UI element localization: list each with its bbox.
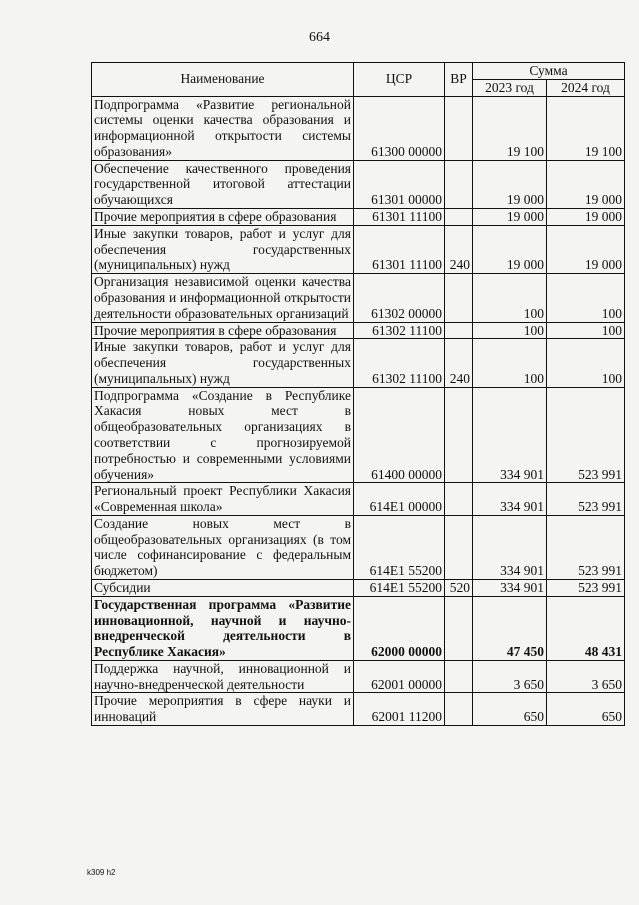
row-vr — [445, 160, 473, 208]
row-sum-2023: 334 901 — [473, 483, 547, 516]
table-row — [92, 660, 625, 693]
table-row — [92, 160, 625, 208]
row-sum-2024: 523 991 — [547, 580, 625, 597]
table-body — [92, 96, 625, 725]
row-sum-2024: 3 650 — [547, 660, 625, 693]
row-name: Организация независимой оценки качества образования и информационной открытости деятельности образовательных организаций — [92, 274, 354, 322]
row-sum-2023: 19 100 — [473, 96, 547, 160]
row-sum-2023: 3 650 — [473, 660, 547, 693]
row-name: Создание новых мест в общеобразовательных организациях (в том числе софинансирование с федеральным бюджетом) — [92, 515, 354, 579]
table-row — [92, 209, 625, 226]
row-name: Государственная программа «Развитие инновационной, научной и научно-внедренческой деятельности в Республике Хакасия» — [92, 596, 354, 660]
row-sum-2024: 19 100 — [547, 96, 625, 160]
row-csr: 61300 00000 — [354, 96, 445, 160]
footer-code: k309 h2 — [87, 868, 116, 877]
row-vr — [445, 209, 473, 226]
table-row — [92, 515, 625, 579]
header-sum: Сумма — [473, 63, 625, 80]
row-sum-2023: 334 901 — [473, 580, 547, 597]
row-name: Региональный проект Республики Хакасия «Современная школа» — [92, 483, 354, 516]
row-csr: 61302 11100 — [354, 322, 445, 339]
row-csr: 614E1 00000 — [354, 483, 445, 516]
row-sum-2024: 19 000 — [547, 209, 625, 226]
row-name: Поддержка научной, инновационной и научно-внедренческой деятельности — [92, 660, 354, 693]
row-csr: 62001 00000 — [354, 660, 445, 693]
table-row — [92, 225, 625, 273]
table-header — [92, 63, 625, 97]
row-csr: 61301 00000 — [354, 160, 445, 208]
row-sum-2023: 100 — [473, 339, 547, 387]
row-name: Иные закупки товаров, работ и услуг для обеспечения государственных (муниципальных) нужд — [92, 339, 354, 387]
row-sum-2023: 334 901 — [473, 387, 547, 483]
row-vr: 520 — [445, 580, 473, 597]
row-name: Иные закупки товаров, работ и услуг для обеспечения государственных (муниципальных) нужд — [92, 225, 354, 273]
header-vr: ВР — [445, 63, 473, 97]
row-csr: 61400 00000 — [354, 387, 445, 483]
row-sum-2023: 334 901 — [473, 515, 547, 579]
header-name: Наименование — [92, 63, 354, 97]
row-name: Прочие мероприятия в сфере науки и инноваций — [92, 693, 354, 726]
row-vr — [445, 660, 473, 693]
row-vr — [445, 274, 473, 322]
header-csr: ЦСР — [354, 63, 445, 97]
row-sum-2023: 47 450 — [473, 596, 547, 660]
row-vr — [445, 515, 473, 579]
row-name: Подпрограмма «Создание в Республике Хакасия новых мест в общеобразовательных организациях в соответствии с прогнозируемой потребностью и современными условиями обучения» — [92, 387, 354, 483]
row-name: Прочие мероприятия в сфере образования — [92, 322, 354, 339]
row-vr: 240 — [445, 225, 473, 273]
row-sum-2024: 523 991 — [547, 515, 625, 579]
row-name: Подпрограмма «Развитие региональной системы оценки качества образования и информационной открытости системы образования» — [92, 96, 354, 160]
row-csr: 62001 11200 — [354, 693, 445, 726]
row-sum-2024: 523 991 — [547, 483, 625, 516]
row-sum-2023: 19 000 — [473, 209, 547, 226]
row-sum-2023: 19 000 — [473, 160, 547, 208]
table-row — [92, 387, 625, 483]
header-year-2023: 2023 год — [473, 79, 547, 96]
table-row — [92, 483, 625, 516]
row-csr: 614E1 55200 — [354, 580, 445, 597]
table-row — [92, 322, 625, 339]
header-year-2024: 2024 год — [547, 79, 625, 96]
row-csr: 61301 11100 — [354, 225, 445, 273]
row-sum-2024: 19 000 — [547, 160, 625, 208]
row-name: Обеспечение качественного проведения государственной итоговой аттестации обучающихся — [92, 160, 354, 208]
row-vr — [445, 596, 473, 660]
budget-table — [91, 62, 625, 726]
row-sum-2023: 650 — [473, 693, 547, 726]
row-vr — [445, 96, 473, 160]
table-row — [92, 339, 625, 387]
row-name: Субсидии — [92, 580, 354, 597]
row-sum-2023: 19 000 — [473, 225, 547, 273]
table-row — [92, 274, 625, 322]
page-number: 664 — [309, 30, 330, 45]
table-row — [92, 596, 625, 660]
row-sum-2024: 19 000 — [547, 225, 625, 273]
row-vr — [445, 387, 473, 483]
row-sum-2024: 48 431 — [547, 596, 625, 660]
row-sum-2024: 650 — [547, 693, 625, 726]
row-csr: 62000 00000 — [354, 596, 445, 660]
row-csr: 614E1 55200 — [354, 515, 445, 579]
row-vr — [445, 483, 473, 516]
row-sum-2024: 523 991 — [547, 387, 625, 483]
table-row — [92, 693, 625, 726]
row-csr: 61302 11100 — [354, 339, 445, 387]
table-row — [92, 96, 625, 160]
row-sum-2024: 100 — [547, 322, 625, 339]
row-sum-2024: 100 — [547, 339, 625, 387]
row-vr: 240 — [445, 339, 473, 387]
row-name: Прочие мероприятия в сфере образования — [92, 209, 354, 226]
row-sum-2023: 100 — [473, 274, 547, 322]
row-sum-2023: 100 — [473, 322, 547, 339]
row-sum-2024: 100 — [547, 274, 625, 322]
table-row — [92, 580, 625, 597]
row-vr — [445, 693, 473, 726]
row-csr: 61301 11100 — [354, 209, 445, 226]
row-csr: 61302 00000 — [354, 274, 445, 322]
row-vr — [445, 322, 473, 339]
